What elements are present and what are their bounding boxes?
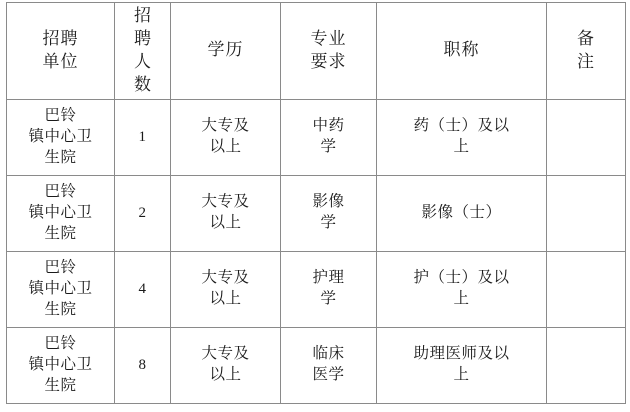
unit-line-3: 生院	[44, 224, 77, 242]
cell-major	[281, 99, 377, 175]
document-page	[0, 2, 630, 412]
major-line-2: 学	[320, 214, 337, 232]
title-line-2: 上	[453, 290, 470, 308]
education-line-2: 以上	[209, 138, 242, 156]
header-cell-major	[281, 3, 377, 100]
major-line-1: 中药	[312, 117, 345, 135]
education-line-1: 大专及	[201, 193, 250, 211]
cell-education	[171, 251, 281, 327]
header-major-line-1: 专业	[310, 28, 347, 48]
major-line-2: 医学	[312, 366, 345, 384]
cell-remark	[547, 327, 626, 403]
title-line-2: 上	[453, 138, 470, 156]
education-line-1: 大专及	[201, 345, 250, 363]
table-row	[7, 251, 626, 327]
header-unit-line-1: 招聘	[42, 28, 79, 48]
cell-major	[281, 327, 377, 403]
unit-line-2: 镇中心卫	[28, 203, 93, 221]
cell-major	[281, 175, 377, 251]
cell-remark	[547, 175, 626, 251]
unit-line-1: 巴铃	[44, 258, 77, 276]
table-row	[7, 175, 626, 251]
header-cell-education	[171, 3, 281, 100]
education-line-2: 以上	[209, 366, 242, 384]
education-line-1: 大专及	[201, 269, 250, 287]
title-line-1: 影像（士）	[421, 203, 502, 221]
cell-title	[377, 99, 547, 175]
major-line-1: 护理	[312, 269, 345, 287]
unit-line-2: 镇中心卫	[28, 279, 93, 297]
unit-line-3: 生院	[44, 376, 77, 394]
cell-title	[377, 175, 547, 251]
cell-major	[281, 251, 377, 327]
table-row	[7, 99, 626, 175]
header-unit-line-2: 单位	[42, 51, 79, 71]
education-line-2: 以上	[209, 290, 242, 308]
cell-remark	[547, 251, 626, 327]
cell-education	[171, 175, 281, 251]
education-line-1: 大专及	[201, 117, 250, 135]
header-title-line-1: 职称	[443, 40, 480, 60]
unit-line-2: 镇中心卫	[28, 127, 93, 145]
header-row	[7, 3, 626, 100]
header-major-line-2: 要求	[310, 51, 347, 71]
major-line-2: 学	[320, 290, 337, 308]
table-body	[7, 99, 626, 403]
header-remark-line-2: 注	[577, 51, 595, 71]
cell-unit	[7, 251, 115, 327]
cell-count: 2	[115, 175, 171, 251]
header-cell-count	[115, 3, 171, 100]
major-line-1: 临床	[312, 345, 345, 363]
unit-line-3: 生院	[44, 148, 77, 166]
title-line-1: 护（士）及以	[413, 269, 510, 287]
cell-title	[377, 327, 547, 403]
header-remark-line-1: 备	[577, 28, 595, 48]
table-header	[7, 3, 626, 100]
cell-count: 1	[115, 99, 171, 175]
major-line-1: 影像	[312, 193, 345, 211]
cell-education	[171, 327, 281, 403]
unit-line-3: 生院	[44, 300, 77, 318]
cell-title	[377, 251, 547, 327]
header-count-line-4: 数	[134, 74, 151, 94]
education-line-2: 以上	[209, 214, 242, 232]
cell-unit	[7, 175, 115, 251]
unit-line-2: 镇中心卫	[28, 355, 93, 373]
cell-count: 8	[115, 327, 171, 403]
cell-remark	[547, 99, 626, 175]
header-education-line-1: 学历	[207, 40, 244, 60]
cell-unit	[7, 327, 115, 403]
table-row	[7, 327, 626, 403]
header-count-line-3: 人	[134, 51, 151, 71]
unit-line-1: 巴铃	[44, 106, 77, 124]
cell-count: 4	[115, 251, 171, 327]
cell-unit	[7, 99, 115, 175]
header-count-line-1: 招	[134, 6, 151, 25]
unit-line-1: 巴铃	[44, 334, 77, 352]
major-line-2: 学	[320, 138, 337, 156]
cell-education	[171, 99, 281, 175]
title-line-1: 药（士）及以	[413, 117, 510, 135]
header-cell-remark	[547, 3, 626, 100]
header-cell-unit	[7, 3, 115, 100]
title-line-1: 助理医师及以	[413, 345, 510, 363]
title-line-2: 上	[453, 366, 470, 384]
recruitment-table	[6, 2, 626, 404]
unit-line-1: 巴铃	[44, 182, 77, 200]
header-count-line-2: 聘	[134, 28, 151, 48]
header-cell-title	[377, 3, 547, 100]
